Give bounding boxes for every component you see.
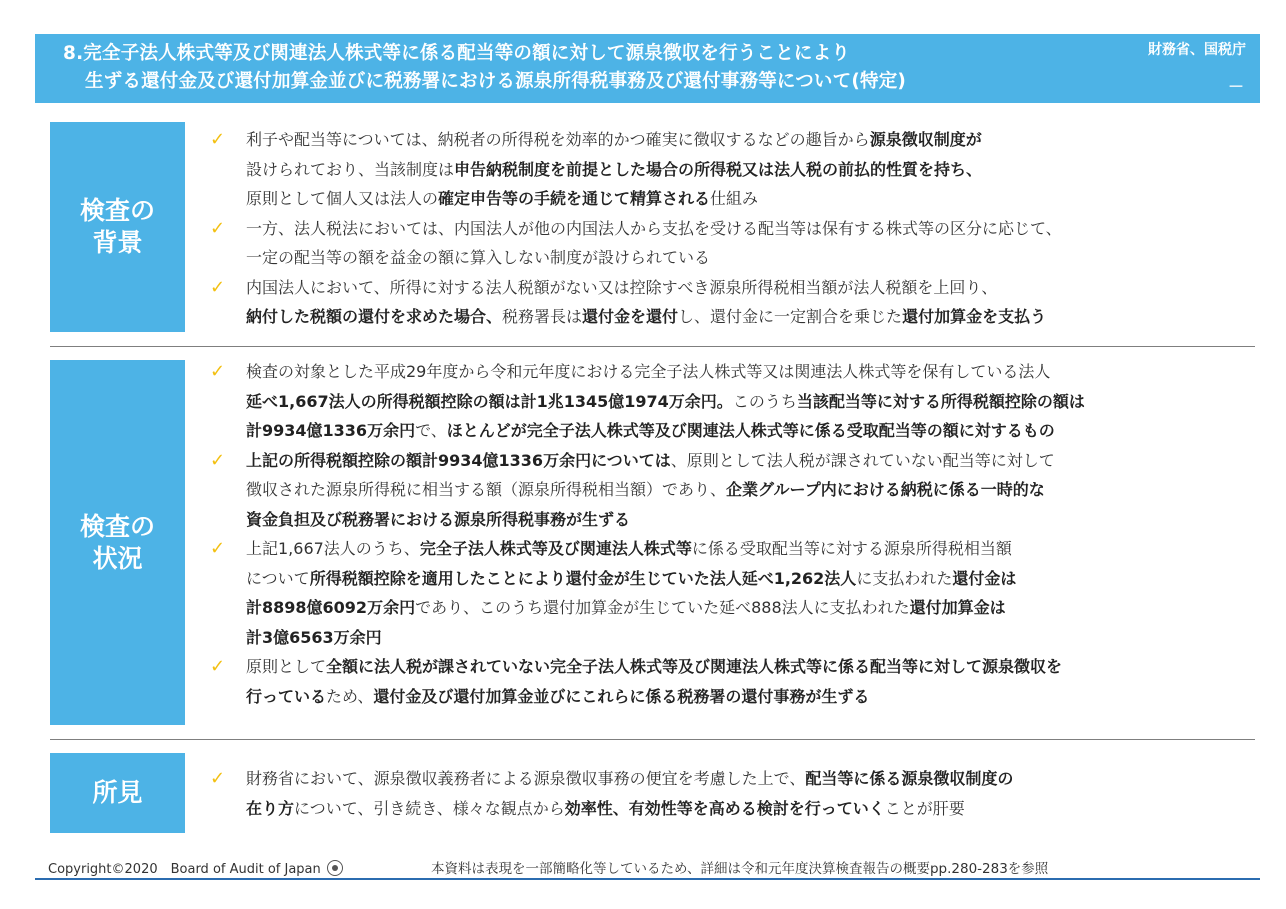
list-item [210, 764, 1270, 823]
checkmark-icon: ✓ [210, 656, 226, 677]
text-line: 財務省において、源泉徴収義務者による源泉徴収事務の便宜を考慮した上で、配当等に係る源泉徴収制度の [246, 769, 1014, 788]
text-line: 納付した税額の還付を求めた場合、税務署長は還付金を還付し、還付金に一定割合を乗じた還付加算金を支払う [246, 307, 1047, 326]
checkmark-icon: ✓ [210, 768, 226, 789]
list-item [210, 446, 1270, 535]
list-item [210, 652, 1270, 711]
text-line: 原則として個人又は法人の確定申告等の手続を通じて精算される仕組み [246, 189, 759, 208]
text-line: 資金負担及び税務署における源泉所得税事務が生ずる [246, 509, 631, 529]
checkmark-icon: ✓ [210, 217, 226, 239]
checkmark-icon: ✓ [210, 276, 226, 298]
label-line: 背景 [92, 228, 143, 257]
text-line: 原則として全額に法人税が課されていない完全子法人株式等及び関連法人株式等に係る配当等に対して源泉徴収を [246, 657, 1063, 676]
checkmark-icon: ✓ [210, 449, 226, 471]
checkmark-icon: ✓ [210, 129, 226, 150]
label-line: 検査の [79, 511, 155, 541]
page-title [63, 40, 906, 96]
section-label-status [50, 360, 185, 725]
label-line: 所見 [92, 778, 143, 807]
copyright: Copyright©2020 Board of Audit of Japan [48, 858, 343, 877]
list-item [210, 357, 1270, 446]
label-line: 検査の [79, 196, 155, 225]
section-label-background [50, 122, 185, 332]
findings-bullets [210, 764, 1270, 823]
text-line: について所得税額控除を適用したことにより還付金が生じていた法人延べ1,262法人に支払われた還付金は [246, 568, 1017, 588]
board-emblem-icon [327, 860, 343, 876]
list-item [210, 214, 1270, 273]
text-line: 計3億6563万余円 [246, 627, 382, 647]
list-item [210, 125, 1270, 214]
text-line: 上記1,667法人のうち、完全子法人株式等及び関連法人株式等に係る受取配当等に対する源泉所得税相当額 [246, 539, 1012, 558]
list-item [210, 534, 1270, 652]
text-line: 計8898億6092万余円であり、このうち還付加算金が生じていた延べ888法人に支払われた還付加算金は [246, 598, 1006, 617]
section-divider [50, 346, 1255, 347]
text-line: 徴収された源泉所得税に相当する額（源泉所得税相当額）であり、企業グループ内における納税に係る一時的な [246, 480, 1045, 499]
text-line: 在り方について、引き続き、様々な観点から効率性、有効性等を高める検討を行っていくことが肝要 [246, 798, 965, 818]
text-line: 行っているため、還付金及び還付加算金並びにこれらに係る税務署の還付事務が生ずる [246, 686, 870, 706]
title-banner [35, 34, 1260, 103]
text-line: 利子や配当等については、納税者の所得税を効率的かつ確実に徴収するなどの趣旨から源泉徴収制度が [246, 130, 982, 149]
page-title-line1: 8.完全子法人株式等及び関連法人株式等に係る配当等の額に対して源泉徴収を行うことにより [63, 43, 851, 64]
text-line: 一定の配当等の額を益金の額に算入しない制度が設けられている [246, 248, 711, 267]
text-line: 上記の所得税額控除の額計9934億1336万余円については、原則として法人税が課されていない配当等に対して [246, 450, 1055, 470]
text-line: 延べ1,667法人の所得税額控除の額は計1兆1345億1974万余円。このうち当該配当等に対する所得税額控除の額は [246, 391, 1085, 411]
background-bullets [210, 125, 1270, 332]
footer-rule [35, 878, 1260, 880]
text-line: 設けられており、当該制度は申告納税制度を前提とした場合の所得税又は法人税の前払的性質を持ち、 [246, 159, 983, 179]
text-line: 一方、法人税法においては、内国法人が他の内国法人から支払を受ける配当等は保有する株式等の区分に応じて、 [246, 218, 1062, 238]
page-title-line2: 生ずる還付金及び還付加算金並びに税務署における源泉所得税事務及び還付事務等について(特定) [85, 71, 907, 92]
text-line: 内国法人において、所得に対する法人税額がない又は控除すべき源泉所得税相当額が法人税額を上回り、 [246, 277, 998, 297]
text-line: 計9934億1336万余円で、ほとんどが完全子法人株式等及び関連法人株式等に係る受取配当等の額に対するもの [246, 421, 1055, 440]
label-line: 状況 [92, 543, 143, 573]
checkmark-icon: ✓ [210, 538, 226, 559]
checkmark-icon: ✓ [210, 361, 226, 382]
list-item [210, 273, 1270, 332]
ministry-dash: － [1227, 77, 1244, 96]
section-divider [50, 739, 1255, 740]
text-line: 検査の対象とした平成29年度から令和元年度における完全子法人株式等又は関連法人株式等を保有している法人 [246, 362, 1051, 381]
section-label-findings [50, 753, 185, 833]
status-bullets [210, 357, 1270, 711]
ministry-label: 財務省、国税庁 [1148, 42, 1246, 58]
footer-note: 本資料は表現を一部簡略化等しているため、詳細は令和元年度決算検査報告の概要pp.280-283を参照 [431, 861, 1049, 877]
